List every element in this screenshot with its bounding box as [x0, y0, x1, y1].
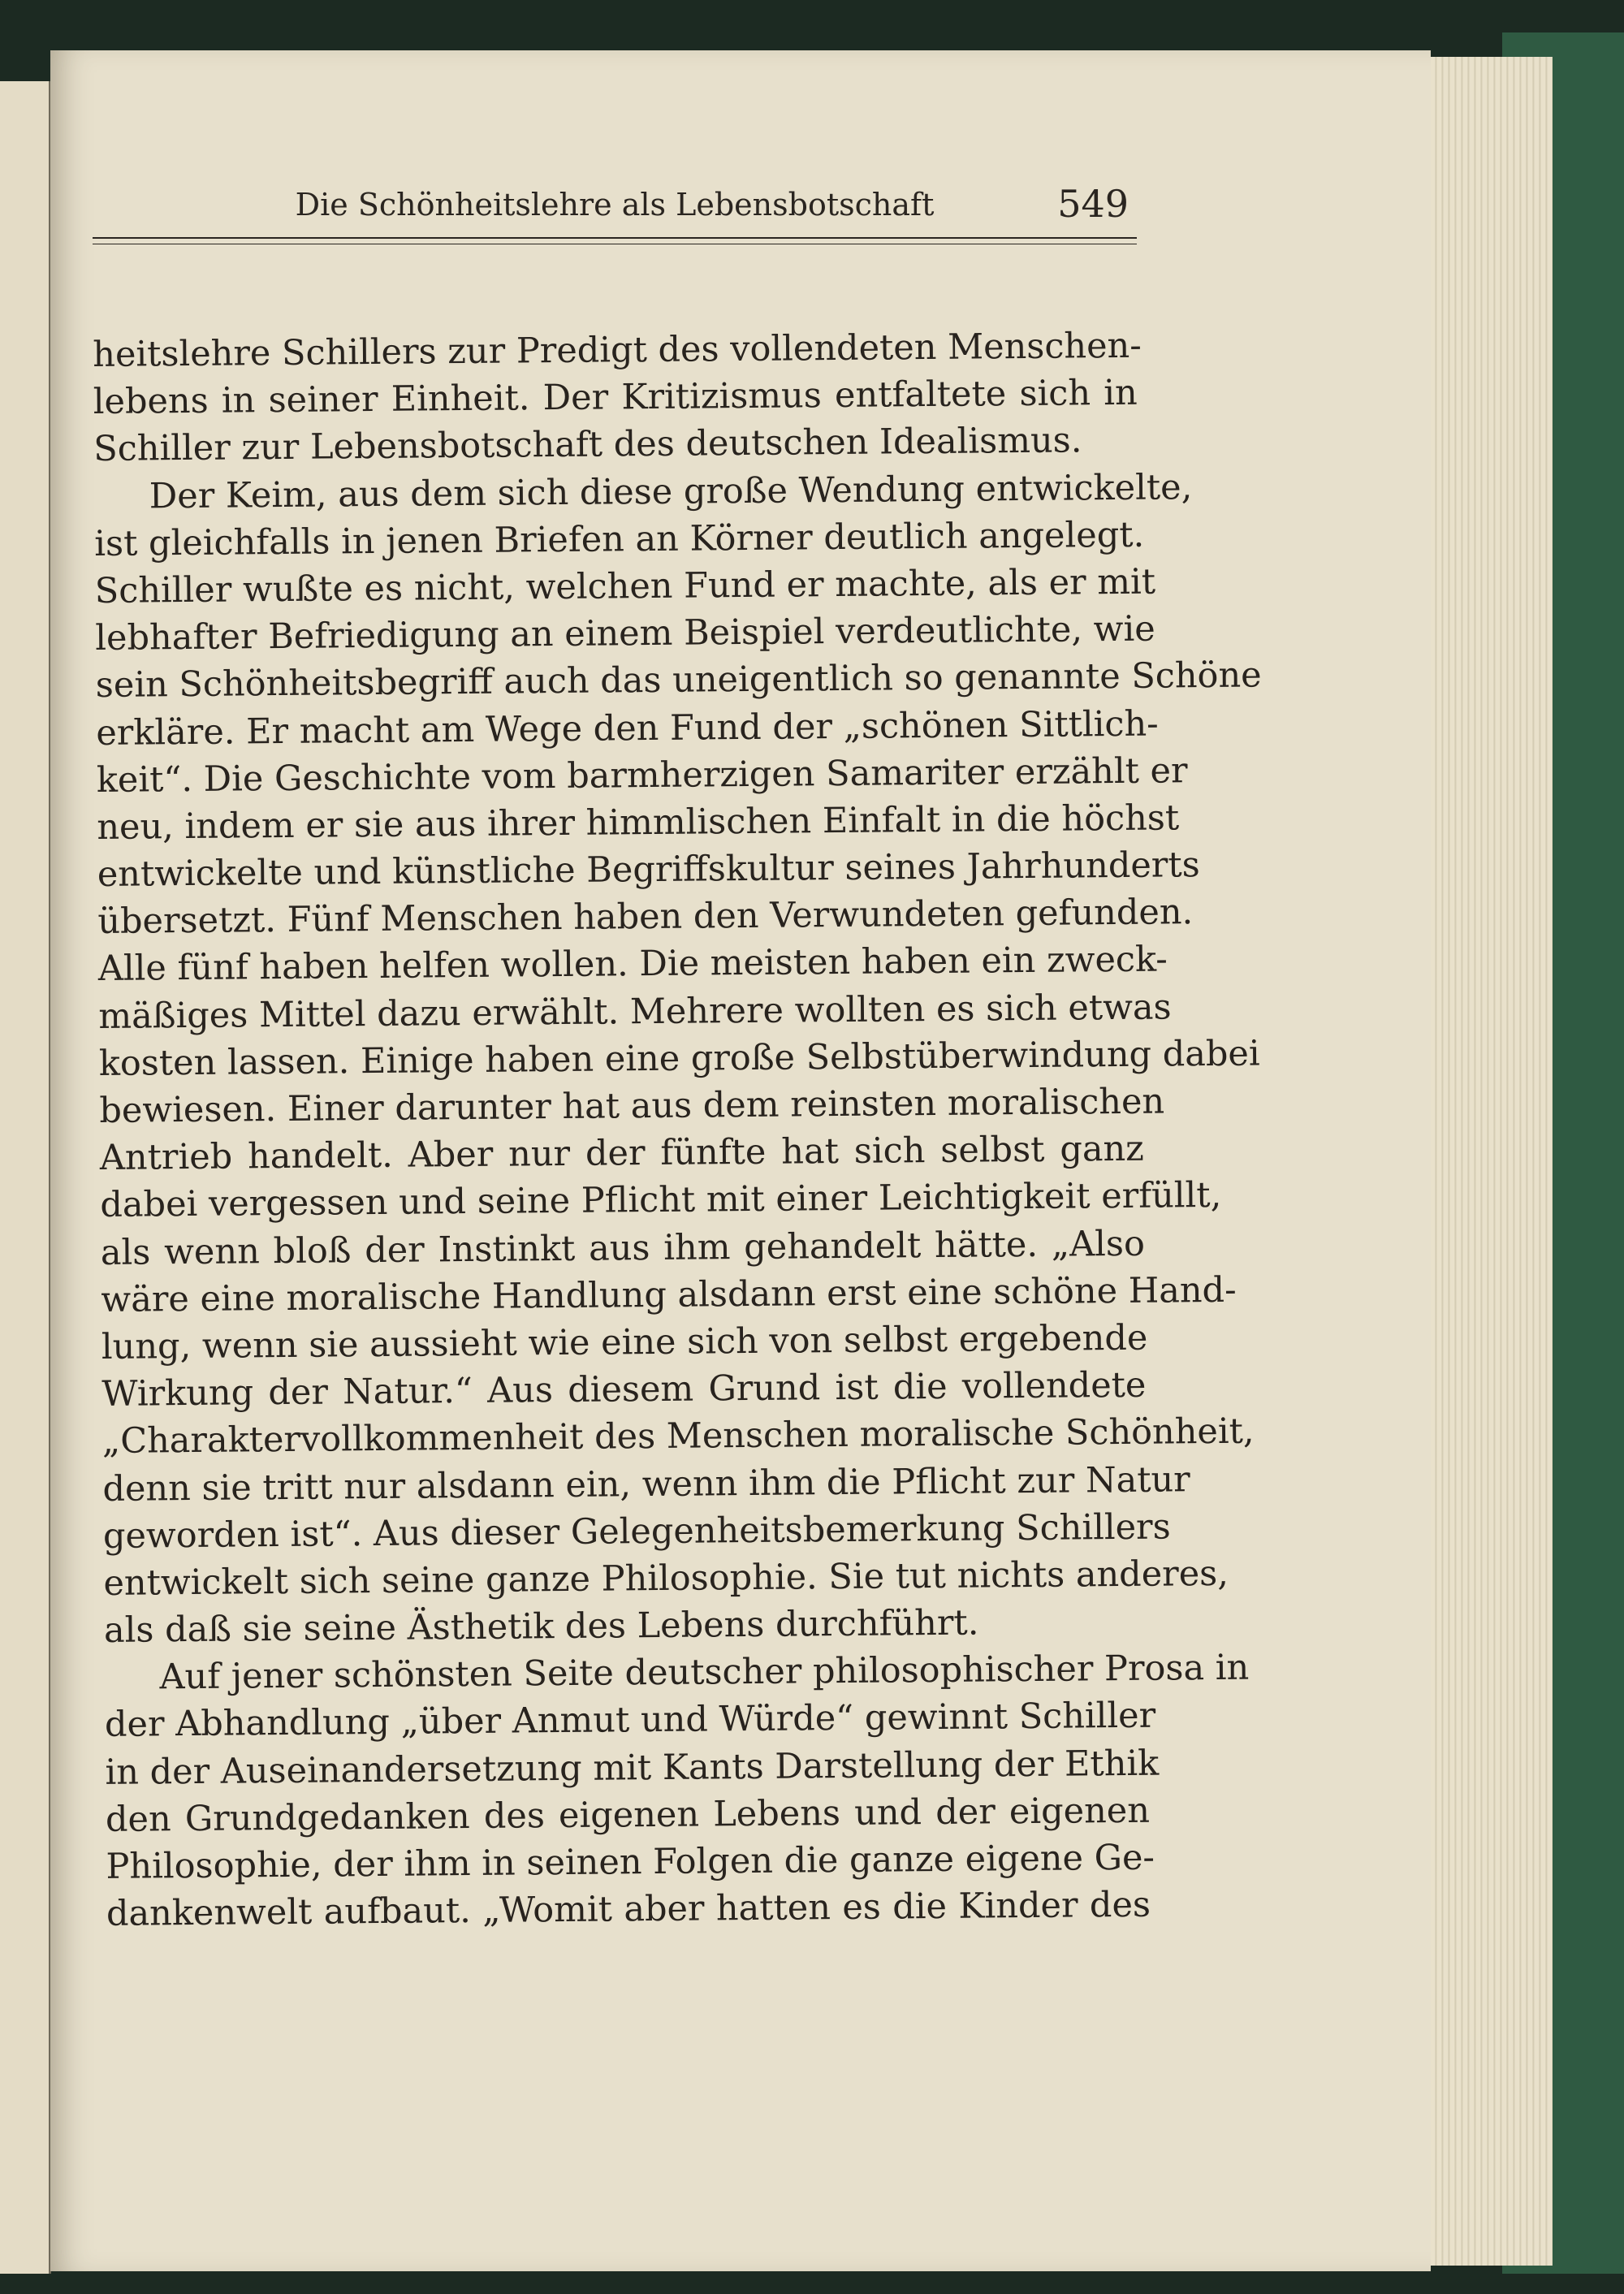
text-line: als daß sie seine Ästhetik des Lebens durchführt.: [103, 1602, 979, 1652]
text-line: denn sie tritt nur alsdann ein, wenn ihm die Pflicht zur Natur: [102, 1458, 1190, 1510]
body-text: [93, 322, 1262, 1938]
text-line: neu, indem er sie aus ihrer himmlischen Einfalt in die höchst: [97, 797, 1180, 848]
text-line: Der Keim, aus dem sich diese große Wendung entwickelte,: [149, 466, 1193, 516]
text-line: als wenn bloß der Instinkt aus ihm gehandelt hätte. „Also: [100, 1223, 1146, 1273]
text-line: ist gleichfalls in jenen Briefen an Körner deutlich angelegt.: [94, 514, 1145, 564]
text-line: entwickelte und künstliche Begriffskultur seines Jahrhunderts: [97, 845, 1200, 896]
text-line: Schiller zur Lebensbotschaft des deutschen Idealismus.: [93, 420, 1082, 470]
text-line: dankenwelt aufbaut. „Womit aber hatten es die Kinder des: [106, 1884, 1151, 1935]
text-line: der Abhandlung „über Anmut und Würde“ gewinnt Schiller: [104, 1696, 1156, 1746]
text-line: heitslehre Schillers zur Predigt des vollendeten Menschen-: [93, 325, 1142, 375]
text-line: in der Auseinandersetzung mit Kants Darstellung der Ethik: [105, 1743, 1160, 1793]
page-number: 549: [1057, 182, 1129, 226]
text-line: sein Schönheitsbegriff auch das uneigentlich so genannte Schöne: [95, 655, 1262, 706]
text-line: bewiesen. Einer darunter hat aus dem reinsten moralischen: [99, 1081, 1165, 1131]
text-line: den Grundgedanken des eigenen Lebens und der eigenen: [105, 1790, 1151, 1840]
text-line: Antrieb handelt. Aber nur der fünfte hat sich selbst ganz: [99, 1128, 1145, 1179]
running-title: Die Schönheitslehre als Lebensbotschaft: [295, 187, 935, 222]
text-line: „Charaktervollkommenheit des Menschen moralische Schönheit,: [102, 1411, 1255, 1462]
page-header: [93, 182, 1137, 244]
text-line: keit“. Die Geschichte vom barmherzigen Samariter erzählt er: [96, 750, 1188, 801]
text-line: entwickelt sich seine ganze Philosophie. Sie tut nichts anderes,: [103, 1553, 1229, 1604]
text-line: übersetzt. Fünf Menschen haben den Verwundeten gefunden.: [97, 892, 1194, 943]
text-line: lebens in seiner Einheit. Der Kritizismus entfaltete sich in: [93, 372, 1138, 423]
text-line: lebhafter Befriedigung an einem Beispiel verdeutlichte, wie: [95, 608, 1155, 659]
text-line: geworden ist“. Aus dieser Gelegenheitsbemerkung Schillers: [102, 1506, 1171, 1557]
text-line: Auf jener schönsten Seite deutscher philosophischer Prosa in: [159, 1647, 1250, 1698]
text-line: mäßiges Mittel dazu erwählt. Mehrere wollten es sich etwas: [98, 987, 1172, 1037]
text-line: lung, wenn sie aussieht wie eine sich von selbst ergebende: [101, 1317, 1148, 1367]
text-line: wäre eine moralische Handlung alsdann erst eine schöne Hand-: [101, 1269, 1237, 1320]
text-line: Wirkung der Natur.“ Aus diesem Grund ist die vollendete: [102, 1364, 1147, 1415]
text-line: erkläre. Er macht am Wege den Fund der „schönen Sittlich-: [96, 703, 1159, 754]
header-rule: [93, 237, 1137, 239]
left-page-edge: [0, 81, 51, 2274]
text-line: Schiller wußte es nicht, welchen Fund er machte, als er mit: [94, 561, 1156, 611]
text-line: dabei vergessen und seine Pflicht mit einer Leichtigkeit erfüllt,: [100, 1175, 1222, 1226]
text-line: Philosophie, der ihm in seinen Folgen die ganze eigene Ge-: [106, 1837, 1155, 1887]
text-line: Alle fünf haben helfen wollen. Die meisten haben ein zweck-: [97, 939, 1168, 990]
text-line: kosten lassen. Einige haben eine große Selbstüberwindung dabei: [98, 1033, 1260, 1084]
